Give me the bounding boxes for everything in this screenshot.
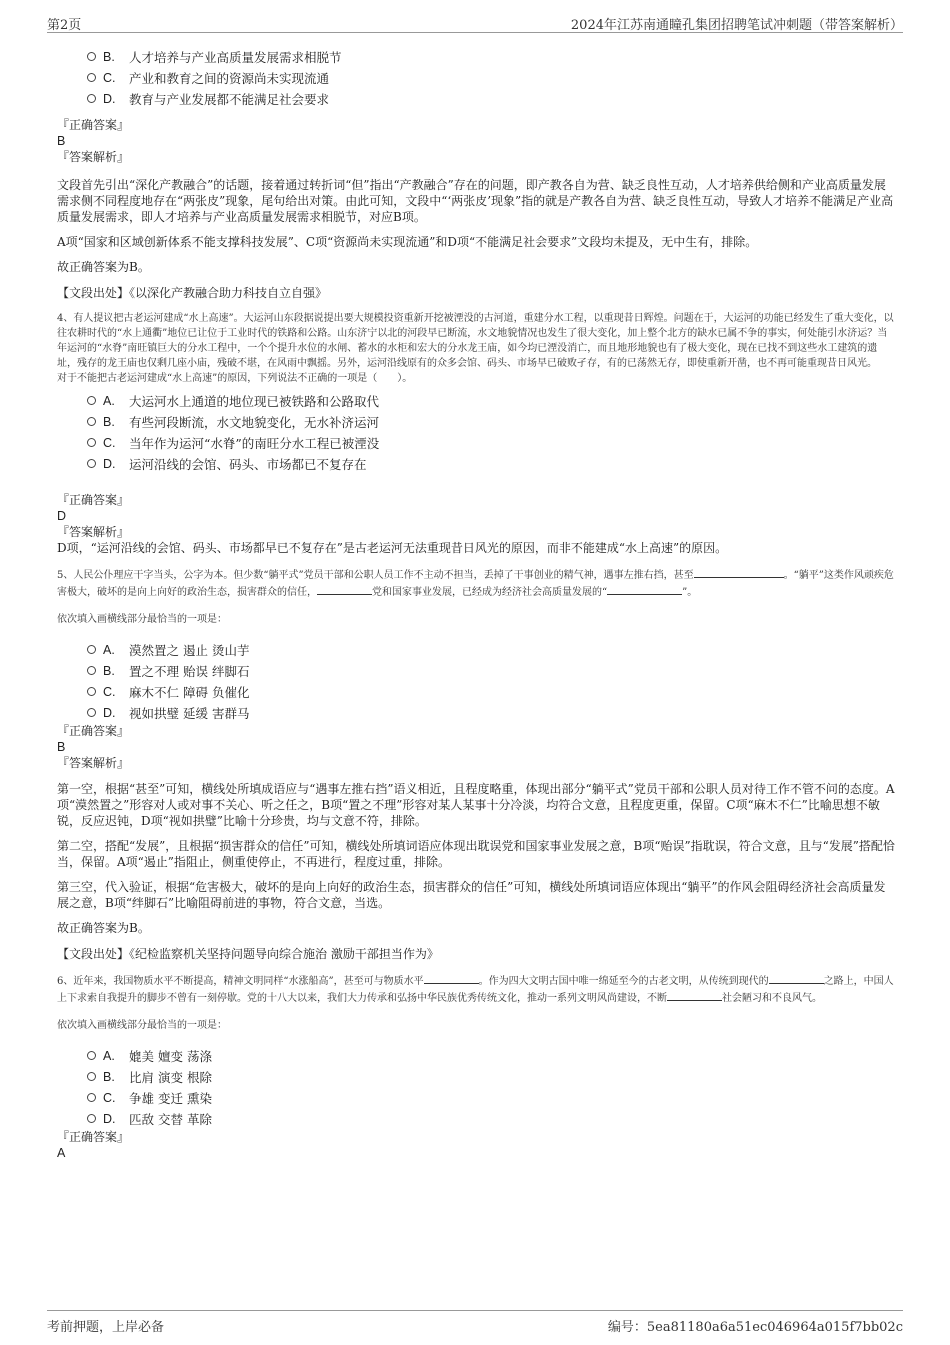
radio-icon[interactable] xyxy=(87,645,96,654)
answer-label: 『正确答案』 xyxy=(57,1130,130,1144)
document-body xyxy=(57,44,897,1161)
q6-option-d[interactable]: D. 匹敌 交替 革除 xyxy=(87,1108,897,1129)
q6-option-c[interactable]: C. 争雄 变迁 熏染 xyxy=(87,1087,897,1108)
radio-icon[interactable] xyxy=(87,417,96,426)
analysis-paragraph: 故正确答案为B。 xyxy=(57,921,150,935)
q3-option-b[interactable]: B. 人才培养与产业高质量发展需求相脱节 xyxy=(87,46,897,67)
radio-icon[interactable] xyxy=(87,73,96,82)
radio-icon[interactable] xyxy=(87,1072,96,1081)
analysis-paragraph: D项，“运河沿线的会馆、码头、市场都早已不复存在”是古老运河无法重现昔日风光的原因，而非不能建成“水上高速”的原因。 xyxy=(57,541,728,555)
radio-icon[interactable] xyxy=(87,1114,96,1123)
q5-options xyxy=(57,639,897,723)
source-citation: 【文段出处】《纪检监察机关坚持问题导向综合施治 激励干部担当作为》 xyxy=(57,947,439,961)
document-id: 编号：5ea81180a6a51ec046964a015f7bb02c xyxy=(607,1320,903,1335)
page-footer xyxy=(47,1310,903,1335)
source-citation: 【文段出处】《以深化产教融合助力科技自立自强》 xyxy=(57,286,328,300)
analysis-paragraph: 故正确答案为B。 xyxy=(57,260,150,274)
q6-option-b[interactable]: B. 比肩 演变 根除 xyxy=(87,1066,897,1087)
q5-option-b[interactable]: B. 置之不理 贻误 绊脚石 xyxy=(87,660,897,681)
q4-option-c[interactable]: C. 当年作为运河“水脊”的南旺分水工程已被湮没 xyxy=(87,432,897,453)
answer-label: 『正确答案』 xyxy=(57,493,130,507)
question-stem: 依次填入画横线部分最恰当的一项是： xyxy=(57,614,227,625)
q4-option-b[interactable]: B. 有些河段断流，水文地貌变化，无水补济运河 xyxy=(87,411,897,432)
answer-label: 『正确答案』 xyxy=(57,118,130,132)
fill-blank xyxy=(667,989,722,1001)
radio-icon[interactable] xyxy=(87,52,96,61)
q6-options xyxy=(57,1045,897,1129)
fill-blank xyxy=(424,972,479,984)
radio-icon[interactable] xyxy=(87,687,96,696)
analysis-paragraph: 第三空，代入验证，根据“危害极大，破坏的是向上向好的政治生态，损害群众的信任”可知，横线处所填词语应体现出“躺平”的作风会阻碍经济社会高质量发展之意，B项“绊脚石”比喻阻碍前进的事物，符合文意，当选。 xyxy=(57,880,886,910)
answer-value: A xyxy=(57,1146,66,1160)
question-passage: 6、近年来，我国物质水平不断提高，精神文明同样“水涨船高”，甚至可与物质水平 。作为四大文明古国中唯一绵延至今的古老文明，从传统到现代的 之路上，中国人上下求索自我提升的脚步不曾有一刻停歇。党的十八大以来，我们大力传承和弘扬中华民族优秀传统文化，推动一系列文明风尚建设，不断 社会陋习和不良风气。 xyxy=(57,972,897,1006)
analysis-label: 『答案解析』 xyxy=(57,525,130,539)
radio-icon[interactable] xyxy=(87,459,96,468)
answer-value: D xyxy=(57,509,67,523)
answer-value: B xyxy=(57,740,66,754)
question-passage: 5、人民公仆理应干字当头，公字为本。但少数“躺平式”党员干部和公职人员工作不主动不担当，丢掉了干事创业的精气神，遇事左推右挡，甚至 。“躺平”这类作风顽疾危害极大，破坏的是向上向好的政治生态，损害群众的信任， 党和国家事业发展，已经成为经济社会高质量发展的“ ”。 xyxy=(57,566,897,600)
radio-icon[interactable] xyxy=(87,666,96,675)
q5-option-d[interactable]: D. 视如拱璧 延缓 害群马 xyxy=(87,702,897,723)
analysis-paragraph: 文段首先引出“深化产教融合”的话题，接着通过转折词“但”指出“产教融合”存在的问题，即产教各自为营、缺乏良性互动，人才培养供给侧和产业高质量发展需求侧不同程度地存在“两张皮”现象，尾句给出对策。由此可知，文段中“‘两张皮’现象”指的就是产教各自为营、缺乏良性互动，导致人才培养不能满足产业高质量发展需求，即人才培养与产业高质量发展需求相脱节，对应B项。 xyxy=(57,178,894,224)
radio-icon[interactable] xyxy=(87,708,96,717)
answer-label: 『正确答案』 xyxy=(57,724,130,738)
analysis-label: 『答案解析』 xyxy=(57,756,130,770)
fill-blank xyxy=(694,566,784,578)
q3-options xyxy=(57,46,897,109)
analysis-paragraph: 第一空，根据“甚至”可知，横线处所填成语应与“遇事左推右挡”语义相近，且程度略重，体现出部分“躺平式”党员干部和公职人员对待工作不管不问的态度。A项“漠然置之”形容对人或对事不关心、听之任之，B项“置之不理”形容对某人某事十分冷淡，均符合文意，且程度更重，保留。C项“麻木不仁”比喻思想不敏锐，反应迟钝，D项“视如拱璧”比喻十分珍贵，均与文意不符，排除。 xyxy=(57,782,895,828)
fill-blank xyxy=(607,583,682,595)
radio-icon[interactable] xyxy=(87,1093,96,1102)
answer-value: B xyxy=(57,134,66,148)
q4-options xyxy=(57,390,897,474)
question-stem: 对于不能把古老运河建成“水上高速”的原因，下列说法不正确的一项是（ ）。 xyxy=(57,373,413,384)
fill-blank xyxy=(317,583,372,595)
q4-option-a[interactable]: A. 大运河水上通道的地位现已被铁路和公路取代 xyxy=(87,390,897,411)
radio-icon[interactable] xyxy=(87,94,96,103)
analysis-paragraph: A项“国家和区域创新体系不能支撑科技发展”、C项“资源尚未实现流通”和D项“不能满足社会要求”文段均未提及，无中生有，排除。 xyxy=(57,235,758,249)
radio-icon[interactable] xyxy=(87,396,96,405)
q4-option-d[interactable]: D. 运河沿线的会馆、码头、市场都已不复存在 xyxy=(87,453,897,474)
fill-blank xyxy=(769,972,824,984)
q3-option-c[interactable]: C. 产业和教育之间的资源尚未实现流通 xyxy=(87,67,897,88)
q5-option-c[interactable]: C. 麻木不仁 障碍 负催化 xyxy=(87,681,897,702)
page-header xyxy=(47,12,903,33)
q6-option-a[interactable]: A. 媲美 嬗变 荡涤 xyxy=(87,1045,897,1066)
q3-option-d[interactable]: D. 教育与产业发展都不能满足社会要求 xyxy=(87,88,897,109)
radio-icon[interactable] xyxy=(87,1051,96,1060)
radio-icon[interactable] xyxy=(87,438,96,447)
document-title: 2024年江苏南通瞳孔集团招聘笔试冲刺题（带答案解析） xyxy=(570,18,903,33)
question-stem: 依次填入画横线部分最恰当的一项是： xyxy=(57,1020,227,1031)
q5-option-a[interactable]: A. 漠然置之 遏止 烫山芋 xyxy=(87,639,897,660)
question-passage: 4、有人提议把古老运河建成“水上高速”。大运河山东段据说提出要大规模投资重新开挖被湮没的古河道，重建分水工程，以重现昔日辉煌。问题在于，大运河的功能已经发生了重大变化，以往农耕时代的“水上通衢”地位已让位于工业时代的铁路和公路。山东济宁以北的河段早已断流，水文地貌情况也发生了很大变化，加上整个北方的缺水已属不争的事实，何处能引水济运？当年运河的“水脊”南旺镇巨大的分水工程中，一个个提升水位的水闸、蓄水的水柜和宏大的分水龙王庙，如今均已湮没消亡，而且地形地貌也有了极大变化，现在已找不到这些水工建筑的遗址，残存的龙王庙也仅剩几座小庙，残破不堪，在风雨中飘摇。另外，运河沿线原有的众多会馆、码头、市场早已破败孑存，有的已荡然无存，即使重新开凿，也不再可能重现昔日风光。 xyxy=(57,313,894,369)
analysis-label: 『答案解析』 xyxy=(57,150,130,164)
page-number: 第2页 xyxy=(47,18,82,33)
footer-slogan: 考前押题，上岸必备 xyxy=(47,1320,165,1335)
analysis-paragraph: 第二空，搭配“发展”，且根据“损害群众的信任”可知，横线处所填词语应体现出耽误党和国家事业发展之意，B项“贻误”指耽误，符合文意，且与“发展”搭配恰当，保留。A项“遏止”指阻止，侧重使停止，不再进行，程度过重，排除。 xyxy=(57,839,895,869)
